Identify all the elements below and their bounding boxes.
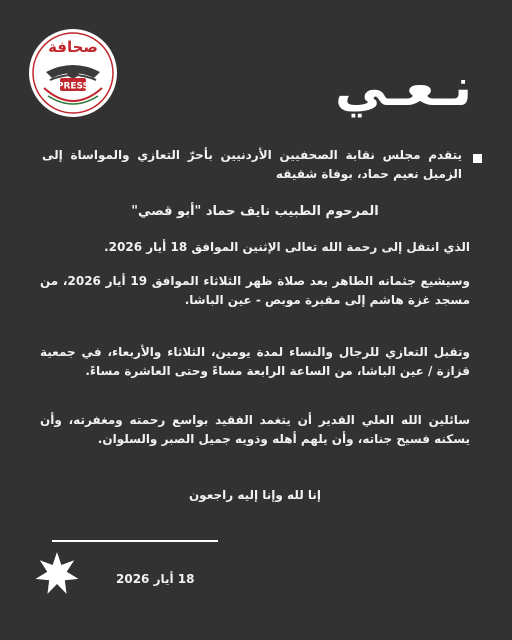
seven-point-star-icon [34,551,80,597]
death-paragraph: الذي انتقل إلى رحمة الله تعالى الإثنين الموافق 18 أيار 2026. [104,240,470,254]
logo-text-badge: PRESS [56,81,90,92]
intro-paragraph: يتقدم مجلس نقابة الصحفيين الأردنيين بأحرّ التعازي والمواساة إلى الزميل نعيم حماد، بوفاة شقيقه [42,148,462,181]
notice-date: 18 أيار 2026 [116,572,195,586]
logo-text-top: صحافة [48,38,98,56]
funeral-paragraph: وسيشيع جثمانه الطاهر بعد صلاة ظهر الثلاثاء الموافق 19 أيار 2026، من مسجد غزة هاشم إلى مقبرة موبص - عين الباشا. [40,274,471,307]
condolences-paragraph: وتقبل التعازي للرجال والنساء لمدة يومين، الثلاثاء والأربعاء، في جمعية قزازة / عين الباشا، من الساعة الرابعة مساءً وحتى العاشرة مساءً. [40,345,470,378]
page-title: نـعـي [334,58,472,118]
press-association-logo [28,28,118,118]
divider [52,540,218,542]
prayer-paragraph: سائلين الله العلي القدير أن يتغمد الفقيد بواسع رحمته ومغفرته، وأن يسكنه فسيح جناته، وأن يلهم أهله وذويه جميل الصبر والسلوان. [40,413,470,446]
deceased-name: المرحوم الطبيب نايف حماد "أبو قصي" [131,204,379,219]
closing-verse: إنا لله وإنا إليه راجعون [188,488,322,502]
bullet-square-icon [473,154,482,163]
